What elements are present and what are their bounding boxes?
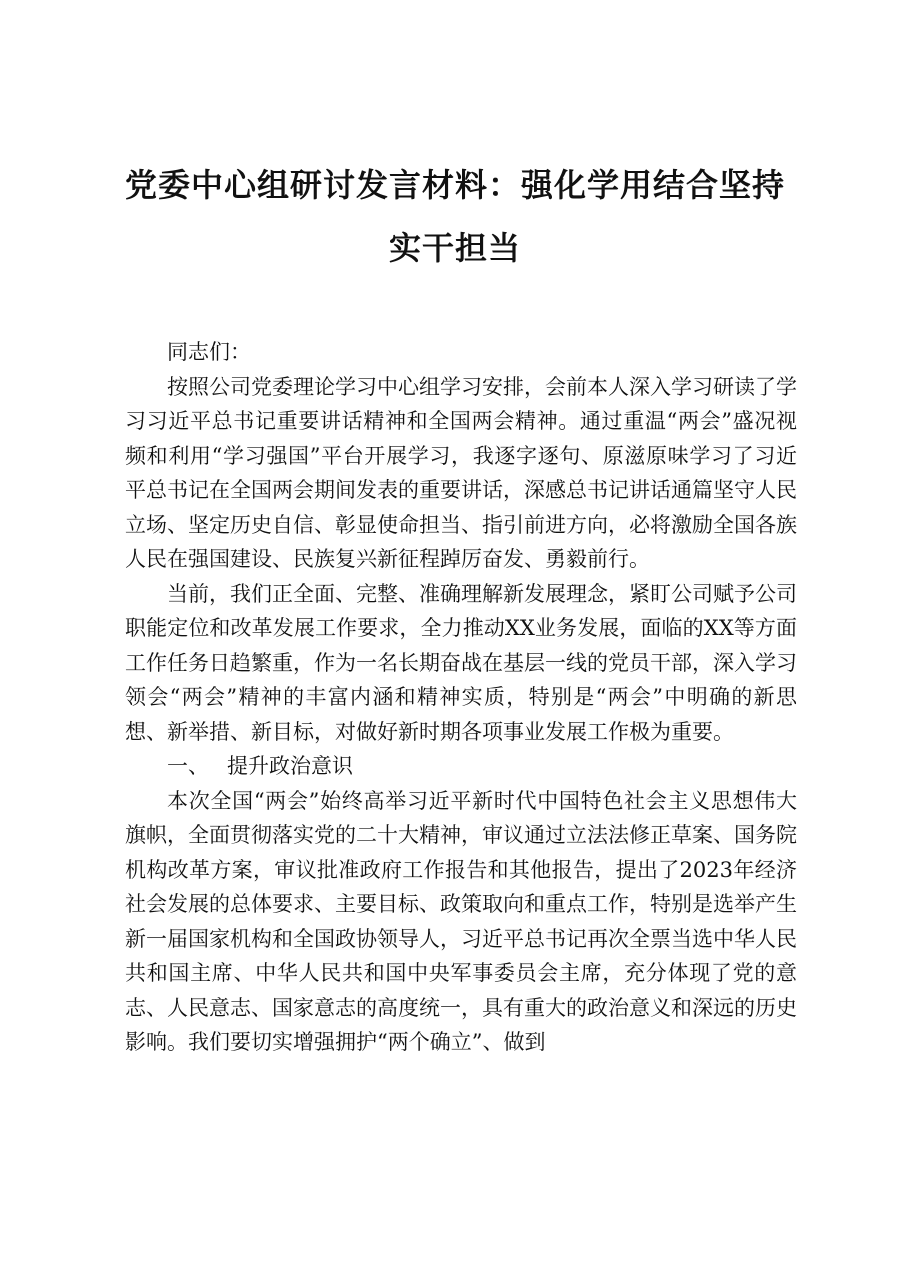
section-number: 一、 xyxy=(167,754,209,778)
document-body xyxy=(125,335,797,1060)
paragraph-2: 当前，我们正全面、完整、准确理解新发展理念，紧盯公司赋予公司职能定位和改革发展工作要求，全力推动XX业务发展，面临的XX等方面工作任务日趋繁重，作为一名长期奋战在基层一线的党员干部，深入学习领会“两会”精神的丰富内涵和精神实质，特别是“两会”中明确的新思想、新举措、新目标，对做好新时期各项事业发展工作极为重要。 xyxy=(125,581,797,744)
section-heading-1 xyxy=(125,749,797,784)
document-title-line-1: 党委中心组研讨发言材料：强化学用结合坚持 xyxy=(124,166,785,204)
paragraph-3: 本次全国“两会”始终高举习近平新时代中国特色社会主义思想伟大旗帜，全面贯彻落实党的二十大精神，审议通过立法法修正草案、国务院机构改革方案，审议批准政府工作报告和其他报告，提出了2023年经济社会发展的总体要求、主要目标、政策取向和重点工作，特别是选举产生新一届国家机构和全国政协领导人，习近平总书记再次全票当选中华人民共和国主席、中华人民共和国中央军事委员会主席，充分体现了党的意志、人民意志、国家意志的高度统一，具有重大的政治意义和深远的历史影响。我们要切实增强拥护“两个确立”、做到 xyxy=(125,788,797,1054)
document-title-line-2: 实干担当 xyxy=(388,229,521,267)
paragraph-1: 按照公司党委理论学习中心组学习安排，会前本人深入学习研读了学习习近平总书记重要讲话精神和全国两会精神。通过重温“两会”盛况视频和利用“学习强国”平台开展学习，我逐字逐句、原滋原味学习了习近平总书记在全国两会期间发表的重要讲话，深感总书记讲话通篇坚守人民立场、坚定历史自信、彰显使命担当、指引前进方向，必将激励全国各族人民在强国建设、民族复兴新征程踔厉奋发、勇毅前行。 xyxy=(125,374,797,571)
salutation: 同志们： xyxy=(167,340,251,364)
section-title: 提升政治意识 xyxy=(227,754,353,778)
